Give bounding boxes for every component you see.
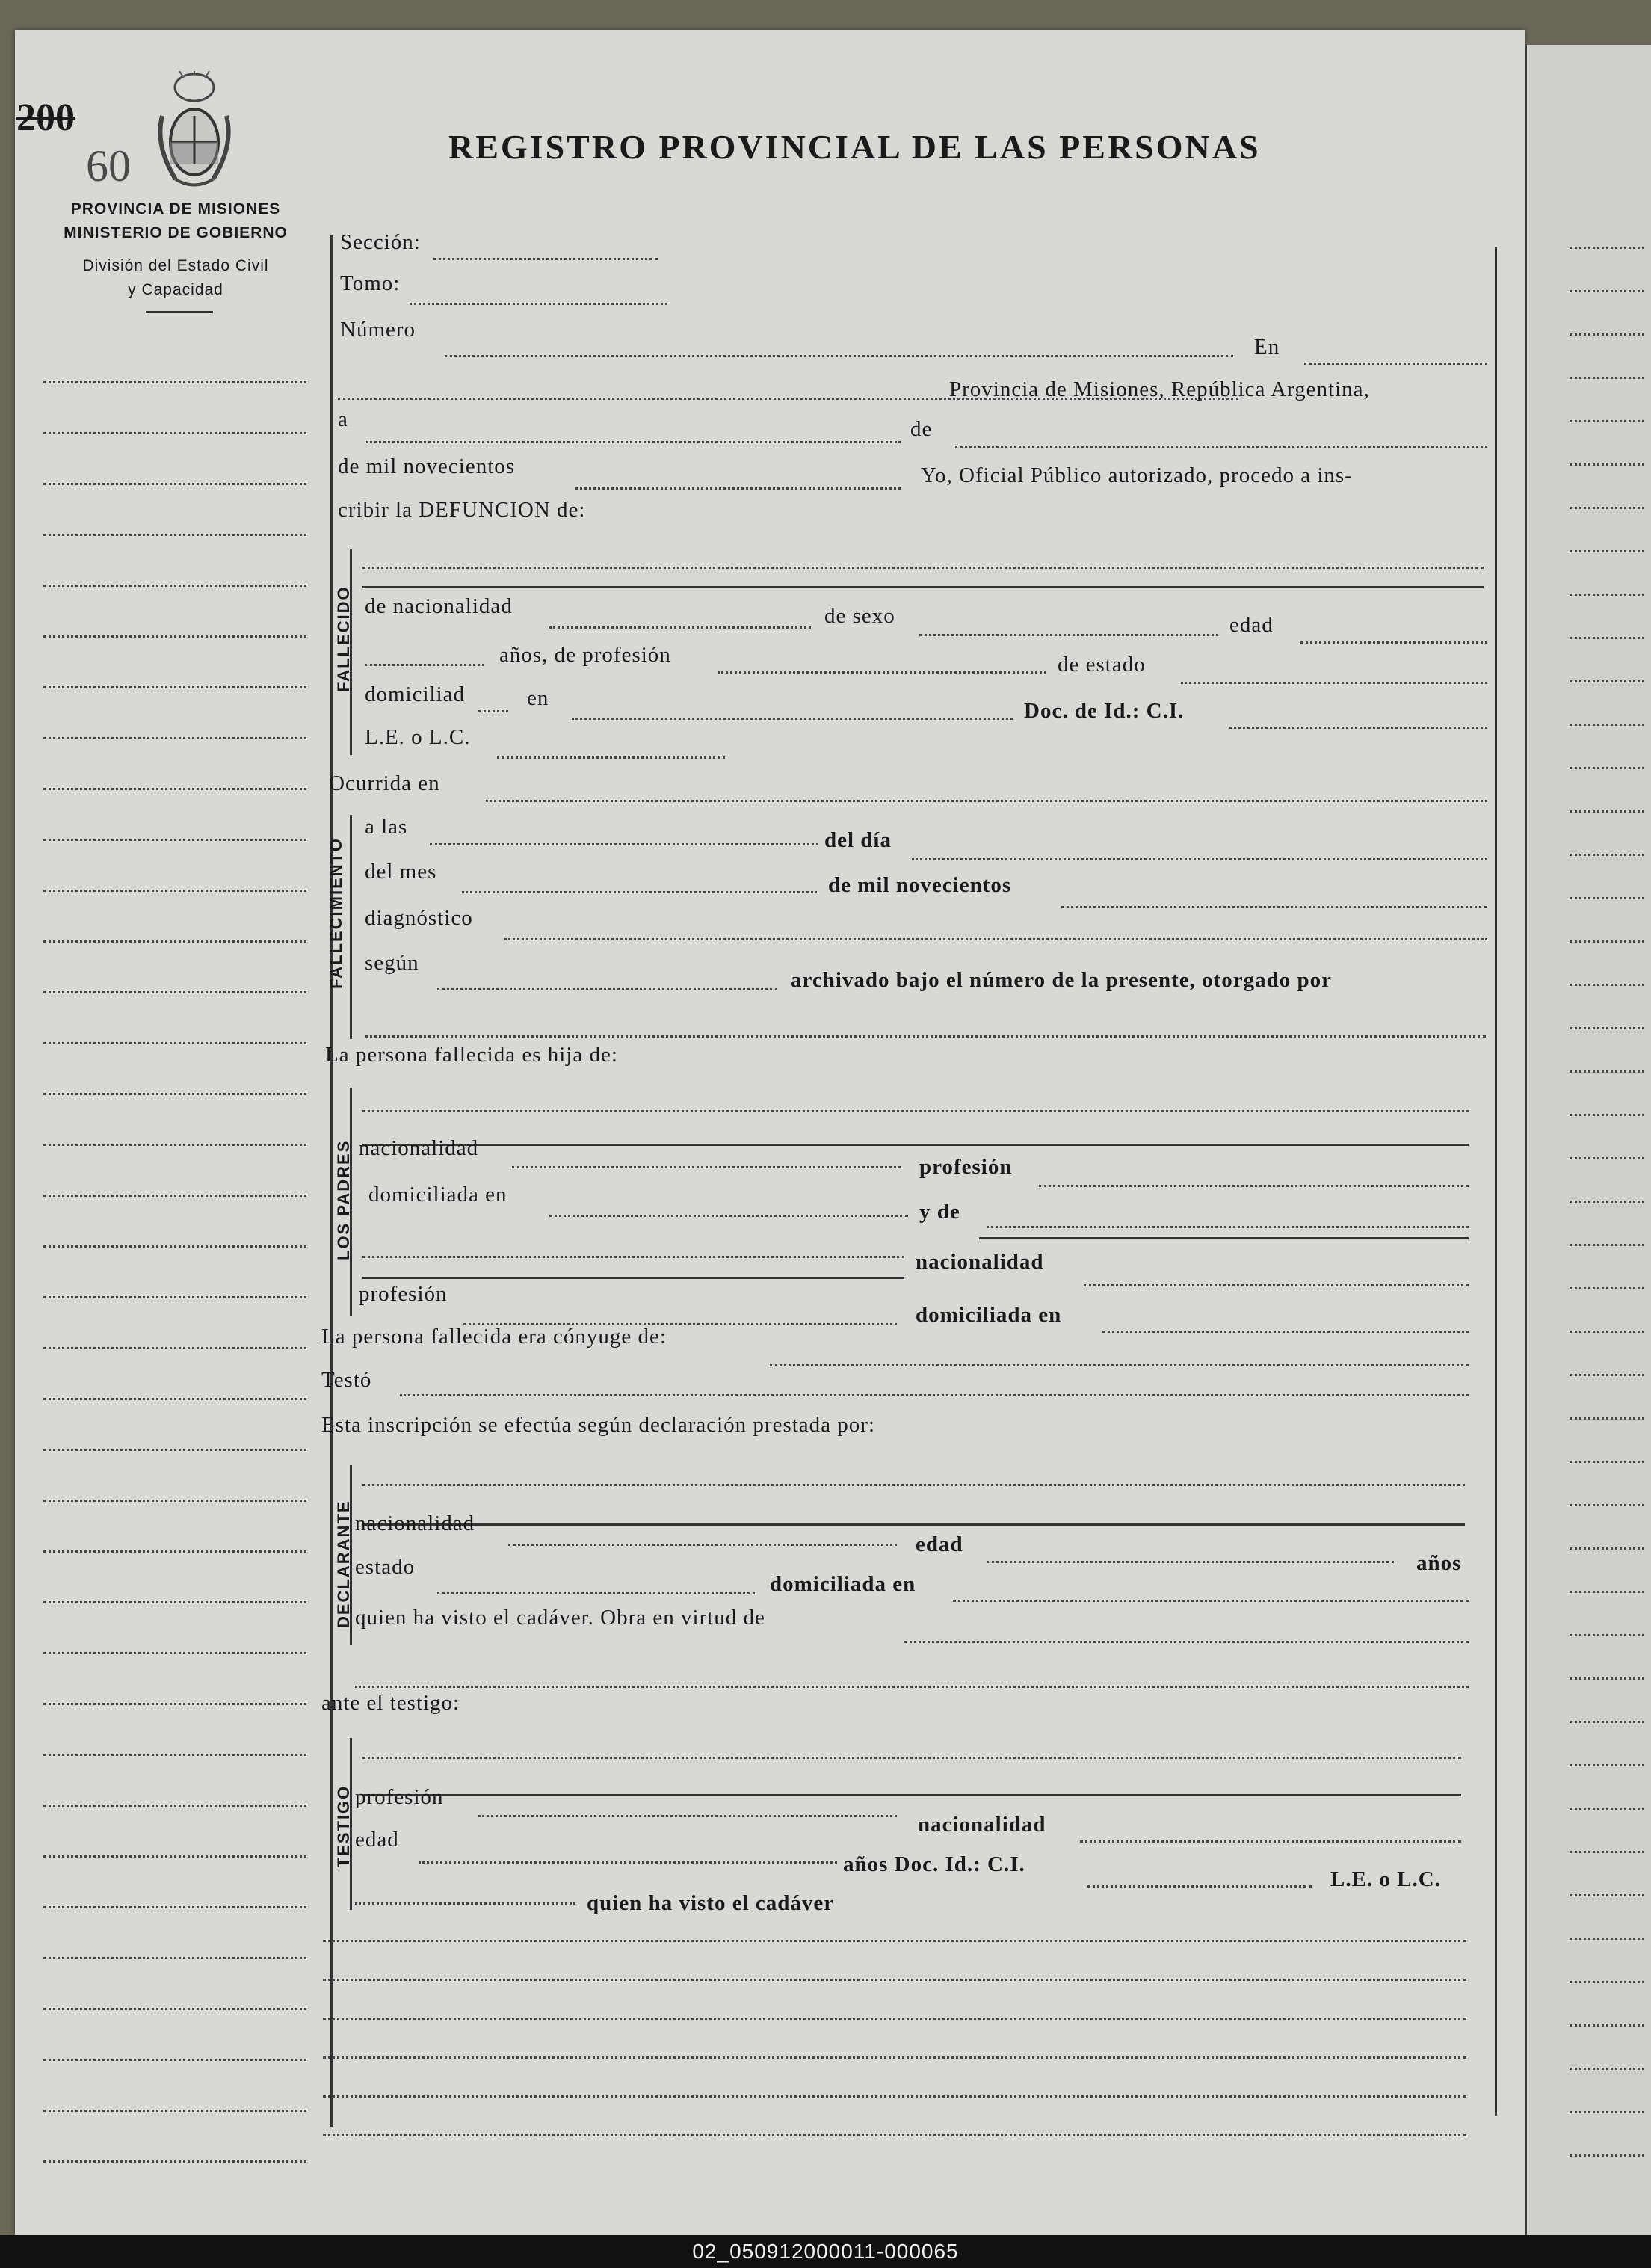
ruled-line[interactable] xyxy=(43,2110,306,2112)
fallecimiento-bracket xyxy=(350,815,352,1039)
label-declarante-domicilio: domiciliada en xyxy=(770,1572,916,1596)
page-number: 60 xyxy=(86,141,131,191)
ruled-line[interactable] xyxy=(1570,1331,1644,1333)
rule-declarante xyxy=(362,1523,1465,1526)
ruled-line[interactable] xyxy=(43,839,306,841)
ruled-line[interactable] xyxy=(1570,1634,1644,1636)
field-obra-cont[interactable] xyxy=(355,1686,1469,1688)
ruled-line[interactable] xyxy=(43,686,306,688)
label-testigo-profesion: profesión xyxy=(355,1785,444,1809)
field-ci[interactable] xyxy=(1229,727,1487,729)
field-le-lc[interactable] xyxy=(497,756,725,759)
ruled-line[interactable] xyxy=(43,940,306,943)
field-profesion[interactable] xyxy=(718,671,1046,674)
label-tomo: Tomo: xyxy=(340,271,401,295)
ruled-line[interactable] xyxy=(323,2134,1466,2136)
label-edad: edad xyxy=(1229,613,1274,637)
label-de: de xyxy=(910,417,933,441)
label-testigo-edad: edad xyxy=(355,1828,399,1852)
org-division: División del Estado Civil xyxy=(82,257,269,274)
ruled-line[interactable] xyxy=(1570,1114,1644,1116)
label-domiciliado: domiciliad xyxy=(365,682,466,706)
field-domiciliado-suffix[interactable] xyxy=(478,710,508,712)
ruled-line[interactable] xyxy=(43,1601,306,1603)
ruled-line[interactable] xyxy=(43,1245,306,1248)
ruled-line[interactable] xyxy=(43,432,306,434)
ruled-line[interactable] xyxy=(43,1398,306,1400)
label-de-mil: de mil novecientos xyxy=(338,454,516,478)
ruled-line[interactable] xyxy=(1570,377,1644,379)
ruled-line[interactable] xyxy=(1570,1201,1644,1203)
field-numero[interactable] xyxy=(445,355,1233,357)
ruled-line[interactable] xyxy=(1570,247,1644,249)
label-declarante-anos: años xyxy=(1416,1551,1462,1575)
ruled-line[interactable] xyxy=(1570,1417,1644,1420)
field-ocurrida[interactable] xyxy=(486,800,1487,802)
section-testigo: TESTIGO xyxy=(334,1784,353,1868)
label-madre-nacionalidad: nacionalidad xyxy=(916,1250,1044,1274)
ruled-line[interactable] xyxy=(1570,680,1644,682)
section-declarante: DECLARANTE xyxy=(334,1500,353,1628)
field-padre-profesion[interactable] xyxy=(1039,1185,1469,1187)
ruled-line[interactable] xyxy=(43,991,306,993)
field-testigo-le-lc[interactable] xyxy=(355,1902,575,1905)
ruled-line[interactable] xyxy=(1570,1981,1644,1983)
field-mes[interactable] xyxy=(955,446,1487,448)
ruled-line[interactable] xyxy=(1570,1721,1644,1723)
label-padre-nacionalidad: nacionalidad xyxy=(359,1136,479,1160)
field-madre-domicilio[interactable] xyxy=(1102,1331,1469,1333)
field-nombre-fallecido[interactable] xyxy=(362,567,1484,569)
ruled-line[interactable] xyxy=(323,1979,1466,1981)
argentine-coat-of-arms-icon xyxy=(153,71,235,198)
label-del-dia: del día xyxy=(824,828,892,852)
field-estado[interactable] xyxy=(1181,682,1487,684)
ruled-line[interactable] xyxy=(1570,1287,1644,1289)
ruled-line[interactable] xyxy=(1570,463,1644,466)
label-nacionalidad: de nacionalidad xyxy=(365,594,513,618)
field-edad[interactable] xyxy=(1300,641,1487,644)
ruled-line[interactable] xyxy=(43,1550,306,1553)
field-testigo[interactable] xyxy=(362,1757,1461,1759)
label-en-domicilio: en xyxy=(527,686,549,710)
field-madre[interactable] xyxy=(987,1226,1469,1228)
label-de-mil-fallec: de mil novecientos xyxy=(828,873,1012,897)
ruled-line[interactable] xyxy=(1570,810,1644,813)
ruled-line[interactable] xyxy=(1570,767,1644,769)
rule-padres xyxy=(362,1144,1469,1146)
field-nacionalidad[interactable] xyxy=(549,626,811,629)
ruled-line[interactable] xyxy=(43,1805,306,1807)
ruled-line[interactable] xyxy=(43,1855,306,1858)
field-testigo-edad[interactable] xyxy=(419,1861,837,1864)
label-archivado: archivado bajo el número de la presente, otorgado por xyxy=(791,968,1333,992)
label-testigo-nacionalidad: nacionalidad xyxy=(918,1813,1046,1837)
ruled-line[interactable] xyxy=(1570,550,1644,552)
label-diagnostico: diagnóstico xyxy=(365,906,473,930)
ruled-line[interactable] xyxy=(1570,1851,1644,1853)
form-right-border xyxy=(1495,247,1497,2116)
ruled-line[interactable] xyxy=(1570,1461,1644,1463)
field-anio[interactable] xyxy=(575,487,901,490)
ruled-line[interactable] xyxy=(43,1500,306,1502)
field-seccion[interactable] xyxy=(433,258,658,260)
ruled-line[interactable] xyxy=(43,1296,306,1298)
ruled-line[interactable] xyxy=(43,585,306,587)
ruled-line[interactable] xyxy=(43,2160,306,2163)
ruled-line[interactable] xyxy=(1570,1504,1644,1506)
field-dia[interactable] xyxy=(366,441,901,443)
field-testigo-ci[interactable] xyxy=(1087,1885,1312,1888)
field-madre-cont[interactable] xyxy=(362,1256,904,1258)
field-madre-nacionalidad[interactable] xyxy=(1084,1284,1469,1286)
ruled-line[interactable] xyxy=(1570,940,1644,943)
ruled-line[interactable] xyxy=(1570,1027,1644,1029)
ruled-line[interactable] xyxy=(43,381,306,383)
label-madre-profesion: profesión xyxy=(359,1282,448,1306)
label-a-las: a las xyxy=(365,815,408,839)
org-ministry: MINISTERIO DE GOBIERNO xyxy=(64,224,288,241)
label-en: En xyxy=(1254,335,1280,359)
ruled-line[interactable] xyxy=(1570,854,1644,856)
label-estado: de estado xyxy=(1058,653,1146,677)
label-padre-profesion: profesión xyxy=(919,1155,1013,1179)
rule-fallecido xyxy=(362,586,1484,588)
ruled-line[interactable] xyxy=(1570,637,1644,639)
field-declarante-nacionalidad[interactable] xyxy=(508,1544,897,1546)
ruled-line[interactable] xyxy=(323,2056,1466,2059)
section-fallecimiento: FALLECIMIENTO xyxy=(327,837,345,989)
field-en[interactable] xyxy=(1304,363,1487,365)
field-padre-domicilio[interactable] xyxy=(549,1215,908,1217)
field-conyuge[interactable] xyxy=(770,1364,1469,1366)
label-testigo-anos-doc: años Doc. Id.: C.I. xyxy=(843,1852,1025,1876)
label-inscribir: cribir la DEFUNCION de: xyxy=(338,498,586,522)
label-del-mes: del mes xyxy=(365,860,437,884)
field-declarante-edad[interactable] xyxy=(987,1561,1394,1563)
field-padre[interactable] xyxy=(362,1110,1469,1112)
label-declarante-estado: estado xyxy=(355,1555,416,1579)
ruled-line[interactable] xyxy=(323,1940,1466,1942)
page-title: REGISTRO PROVINCIAL DE LAS PERSONAS xyxy=(448,128,1261,166)
ruled-line[interactable] xyxy=(1570,1938,1644,1940)
ruled-line[interactable] xyxy=(1570,1244,1644,1246)
ruled-line[interactable] xyxy=(1570,290,1644,292)
ruled-line[interactable] xyxy=(43,1906,306,1908)
ruled-line[interactable] xyxy=(43,890,306,892)
ruled-line[interactable] xyxy=(1570,2068,1644,2070)
label-declarante-edad: edad xyxy=(916,1532,963,1556)
ruled-line[interactable] xyxy=(1570,2024,1644,2027)
org-province: PROVINCIA DE MISIONES xyxy=(70,200,281,218)
label-declarante-quien: quien ha visto el cadáver. Obra en virtud de xyxy=(355,1606,765,1630)
ruled-line[interactable] xyxy=(43,737,306,739)
ruled-line[interactable] xyxy=(1570,2111,1644,2113)
label-madre-domicilio: domiciliada en xyxy=(916,1303,1062,1327)
struck-number: 200 xyxy=(16,96,75,139)
ruled-line[interactable] xyxy=(43,2059,306,2061)
adjacent-page xyxy=(1525,45,1651,2235)
field-declarante[interactable] xyxy=(362,1484,1465,1486)
field-hora[interactable] xyxy=(430,843,818,845)
field-declarante-domicilio[interactable] xyxy=(953,1600,1469,1602)
label-sexo: de sexo xyxy=(824,604,895,628)
ruled-line[interactable] xyxy=(1570,1677,1644,1680)
ruled-line[interactable] xyxy=(323,2018,1466,2020)
ruled-line[interactable] xyxy=(43,1703,306,1705)
field-testigo-profesion[interactable] xyxy=(478,1815,897,1817)
ruled-line[interactable] xyxy=(43,635,306,638)
section-padres: LOS PADRES xyxy=(334,1139,353,1260)
ruled-line[interactable] xyxy=(1570,507,1644,509)
label-oficial: Yo, Oficial Público autorizado, procedo a ins- xyxy=(921,463,1353,487)
ruled-line[interactable] xyxy=(43,2008,306,2010)
label-anos-profesion: años, de profesión xyxy=(499,643,671,667)
label-a: a xyxy=(338,407,348,431)
field-segun[interactable] xyxy=(437,988,777,990)
label-testigo-quien: quien ha visto el cadáver xyxy=(587,1891,835,1915)
ruled-line[interactable] xyxy=(1570,897,1644,899)
ruled-line[interactable] xyxy=(1570,724,1644,726)
field-declarante-estado[interactable] xyxy=(437,1592,755,1594)
rule-madre-cont xyxy=(362,1277,904,1279)
field-anio-fallecimiento[interactable] xyxy=(1061,906,1487,908)
label-y-de: y de xyxy=(919,1200,960,1224)
field-testo[interactable] xyxy=(400,1394,1469,1396)
label-testigo-le-lc: L.E. o L.C. xyxy=(1330,1867,1441,1891)
field-mes-fallecimiento[interactable] xyxy=(462,891,817,893)
label-ante-testigo: ante el testigo: xyxy=(321,1691,460,1715)
ruled-line[interactable] xyxy=(43,1195,306,1197)
field-obra-en-virtud[interactable] xyxy=(904,1641,1469,1643)
rule-testigo xyxy=(362,1794,1461,1796)
ruled-line[interactable] xyxy=(43,788,306,790)
ruled-line[interactable] xyxy=(43,1093,306,1095)
section-fallecido: FALLECIDO xyxy=(334,585,353,692)
ruled-line[interactable] xyxy=(43,1957,306,1959)
image-identifier: 02_050912000011-000065 xyxy=(692,2240,959,2263)
underline-mark xyxy=(146,311,213,313)
field-edad-anos[interactable] xyxy=(365,664,484,666)
label-declaracion: Esta inscripción se efectúa según declaración prestada por: xyxy=(321,1413,876,1437)
label-declarante-nacionalidad: nacionalidad xyxy=(355,1512,475,1535)
ruled-line[interactable] xyxy=(1570,2154,1644,2157)
label-numero: Número xyxy=(340,318,416,342)
label-le-lc: L.E. o L.C. xyxy=(365,725,471,749)
ruled-line[interactable] xyxy=(43,1652,306,1654)
ruled-line[interactable] xyxy=(43,1449,306,1451)
ruled-line[interactable] xyxy=(1570,1894,1644,1896)
label-doc-id: Doc. de Id.: C.I. xyxy=(1024,699,1185,723)
org-capacity: y Capacidad xyxy=(128,281,223,298)
ruled-line[interactable] xyxy=(43,1347,306,1349)
ruled-line[interactable] xyxy=(1570,1764,1644,1766)
label-conyuge: La persona fallecida era cónyuge de: xyxy=(321,1325,667,1349)
ruled-line[interactable] xyxy=(1570,1591,1644,1593)
ruled-line[interactable] xyxy=(1570,1157,1644,1159)
field-diagnostico[interactable] xyxy=(504,938,1487,940)
ruled-line[interactable] xyxy=(43,1144,306,1146)
ruled-line[interactable] xyxy=(43,1754,306,1756)
label-seccion: Sección: xyxy=(340,230,421,254)
rule-madre xyxy=(979,1237,1469,1239)
field-dia-fallecimiento[interactable] xyxy=(912,858,1487,860)
label-testo: Testó xyxy=(321,1368,372,1392)
ruled-line[interactable] xyxy=(1570,1547,1644,1550)
ruled-line[interactable] xyxy=(43,483,306,485)
form-left-border xyxy=(330,235,333,2127)
ruled-line[interactable] xyxy=(43,1042,306,1044)
label-segun: según xyxy=(365,951,419,975)
ruled-line[interactable] xyxy=(1570,984,1644,986)
field-domicilio[interactable] xyxy=(572,718,1013,720)
field-otorgado-por[interactable] xyxy=(365,1035,1486,1038)
ruled-line[interactable] xyxy=(1570,1808,1644,1810)
label-hija-de: La persona fallecida es hija de: xyxy=(325,1043,618,1067)
ruled-line[interactable] xyxy=(323,2095,1466,2098)
label-padre-domicilio: domiciliada en xyxy=(368,1183,507,1207)
field-tomo[interactable] xyxy=(410,303,667,305)
ruled-line[interactable] xyxy=(1570,333,1644,336)
ruled-line[interactable] xyxy=(1570,594,1644,596)
label-ocurrida: Ocurrida en xyxy=(329,771,440,795)
ruled-line[interactable] xyxy=(1570,1070,1644,1073)
field-sexo[interactable] xyxy=(919,634,1218,636)
label-provincia: Provincia de Misiones, República Argentina, xyxy=(949,378,1370,401)
field-testigo-nacionalidad[interactable] xyxy=(1080,1840,1461,1843)
ruled-line[interactable] xyxy=(43,534,306,536)
field-padre-nacionalidad[interactable] xyxy=(512,1166,901,1168)
ruled-line[interactable] xyxy=(1570,1374,1644,1376)
ruled-line[interactable] xyxy=(1570,420,1644,422)
